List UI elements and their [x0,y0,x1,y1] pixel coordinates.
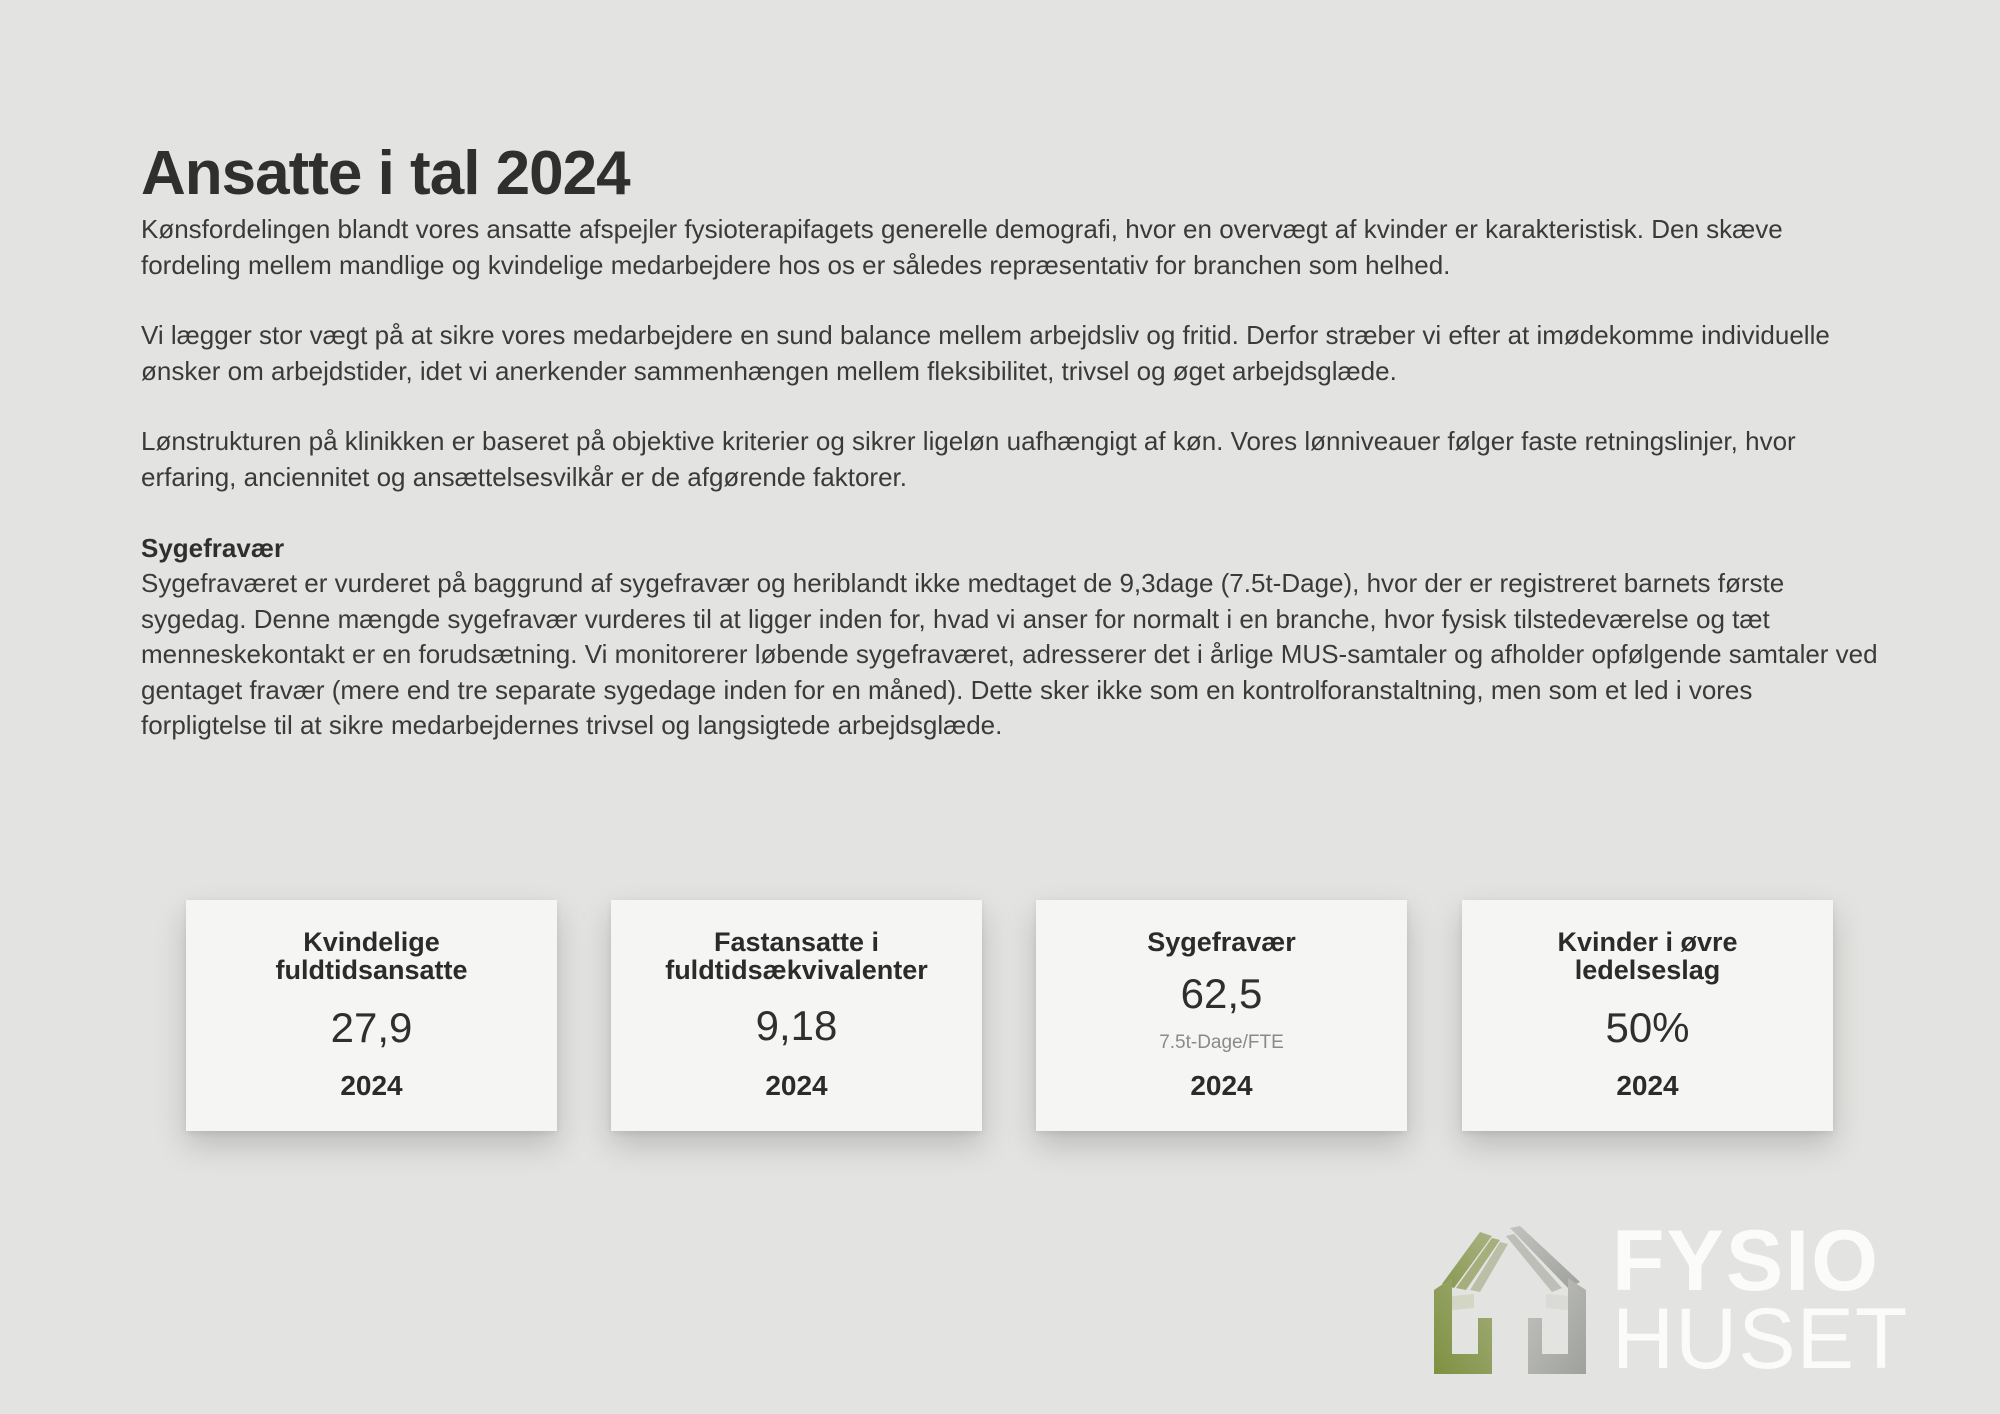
fysiohuset-logo [1434,1213,1909,1387]
intro-paragraph-3: Lønstrukturen på klinikken er baseret på objektive kriterier og sikrer ligeløn uafhængigt af køn. Vores lønniveauer følger faste retningslinjer, hvor erfaring, anciennitet og ansættelsesvilkår er de afgørende faktorer. [141,426,1796,492]
stat-card-women-management [1462,900,1833,1131]
stat-label: Kvinder i øvre ledelseslag [1557,927,1738,985]
stat-value: 62,5 [1180,970,1263,1017]
stat-year: 2024 [340,1070,403,1101]
stat-value: 9,18 [755,1002,838,1049]
logo-wordmark-bottom: HUSET [1612,1291,1909,1387]
stat-value: 27,9 [330,1004,413,1051]
stat-card-sick-leave [1036,900,1407,1131]
section-paragraph: Sygefraværet er vurderet på baggrund af sygefravær og heriblandt ikke medtaget de 9,3dage (7.5t-Dage), hvor der er registreret barnets første sygedag. Denne mængde sygefravær vurderes til at ligger inden for, hvad vi anser for normalt i en branche, hvor fysisk tilstedeværelse og tæt menneskekontakt er en forudsætning. Vi monitorerer løbende sygefraværet, adresserer det i årlige MUS-samtaler og afholder opfølgende samtaler ved gentaget fravær (mere end tre separate sygedage inden for en måned). Dette sker ikke som en kontrolforanstaltning, men som et led i vores forpligtelse til at sikre medarbejdernes trivsel og langsigtede arbejdsglæde. [141,568,1878,740]
stat-year: 2024 [765,1070,828,1101]
stat-card-women-fulltime [186,900,557,1131]
stat-card-permanent-fte [611,900,982,1131]
stats-row [186,900,1833,1131]
stat-label: Fastansatte i fuldtidsækvivalenter [665,927,928,985]
stat-label: Kvindelige fuldtidsansatte [275,927,468,985]
intro-paragraph-1: Kønsfordelingen blandt vores ansatte afspejler fysioterapifagets generelle demografi, hvor en overvægt af kvinder er karakteristisk. Den skæve fordeling mellem mandlige og kvindelige medarbejdere hos os er således repræsentativ for branchen som helhed. [141,214,1783,280]
stat-year: 2024 [1616,1070,1679,1101]
house-book-logo-icon [1434,1226,1586,1374]
stat-value: 50% [1605,1004,1690,1051]
main-content [141,136,1881,779]
section-heading: Sygefravær [141,533,285,563]
stat-year: 2024 [1190,1070,1253,1101]
page-title: Ansatte i tal 2024 [141,139,630,208]
intro-paragraph-2: Vi lægger stor vægt på at sikre vores medarbejdere en sund balance mellem arbejdsliv og fritid. Derfor stræber vi efter at imødekomme individuelle ønsker om arbejdstider, idet vi anerkender sammenhængen mellem fleksibilitet, trivsel og øget arbejdsglæde. [141,320,1830,386]
logo-wordmark-top: FYSIO [1612,1213,1881,1309]
stat-unit: 7.5t-Dage/FTE [1159,1032,1284,1053]
stat-label: Sygefravær [1147,927,1296,957]
